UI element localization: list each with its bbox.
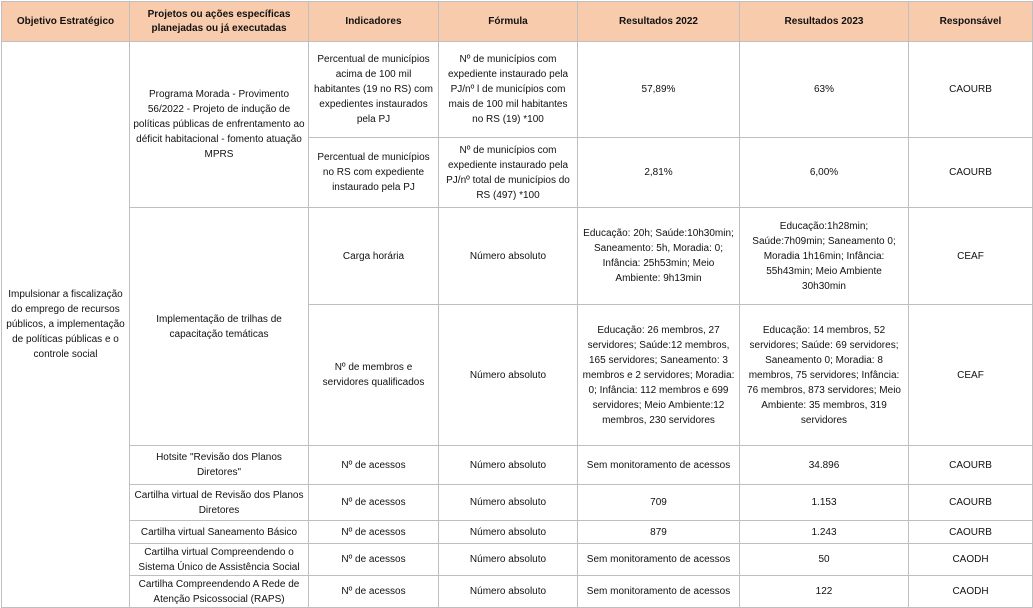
responsavel-cell: CAOURB: [909, 42, 1033, 138]
formula-cell: Número absoluto: [439, 521, 578, 544]
formula-cell: Número absoluto: [439, 544, 578, 576]
indicador-cell: Nº de membros e servidores qualificados: [309, 305, 439, 446]
result-2022-cell: Sem monitoramento de acessos: [578, 544, 740, 576]
indicador-cell: Nº de acessos: [309, 485, 439, 521]
header-resultados-2023: Resultados 2023: [740, 2, 909, 42]
projeto-cell: Cartilha virtual Saneamento Básico: [130, 521, 309, 544]
indicador-cell: Percentual de municípios acima de 100 mil habitantes (19 no RS) com expedientes instaurados pela PJ: [309, 42, 439, 138]
indicador-cell: Nº de acessos: [309, 446, 439, 485]
result-2022-cell: Sem monitoramento de acessos: [578, 446, 740, 485]
result-2022-cell: Sem monitoramento de acessos: [578, 576, 740, 608]
result-2022-cell: 709: [578, 485, 740, 521]
result-2023-cell: 122: [740, 576, 909, 608]
formula-cell: Número absoluto: [439, 485, 578, 521]
table-header-row: [2, 2, 1033, 42]
projeto-cell: Hotsite "Revisão dos Planos Diretores": [130, 446, 309, 485]
result-2022-cell: Educação: 26 membros, 27 servidores; Saúde:12 membros, 165 servidores; Saneamento: 3 membros e 2 servidores; Moradia: 0; Infância: 112 membros e 699 servidores; Meio Ambiente:12 membros, 230 servidores: [578, 305, 740, 446]
projeto-cell: Programa Morada - Provimento 56/2022 - Projeto de indução de políticas públicas de enfrentamento ao déficit habitacional - fomento atuação MPRS: [130, 42, 309, 208]
result-2022-cell: Educação: 20h; Saúde:10h30min; Saneamento: 5h, Moradia: 0; Infância: 25h53min; Meio Ambiente: 9h13min: [578, 208, 740, 305]
formula-cell: Número absoluto: [439, 305, 578, 446]
result-2023-cell: 50: [740, 544, 909, 576]
header-responsavel: Responsável: [909, 2, 1033, 42]
projeto-cell: Implementação de trilhas de capacitação temáticas: [130, 208, 309, 446]
result-2023-cell: 1.153: [740, 485, 909, 521]
formula-cell: Nº de municípios com expediente instaurado pela PJ/nº l de municípios com mais de 100 mil habitantes no RS (19) *100: [439, 42, 578, 138]
projeto-cell: Cartilha virtual de Revisão dos Planos Diretores: [130, 485, 309, 521]
responsavel-cell: CEAF: [909, 305, 1033, 446]
result-2023-cell: Educação:1h28min; Saúde:7h09min; Saneamento 0; Moradia 1h16min; Infância: 55h43min; Meio Ambiente 30h30min: [740, 208, 909, 305]
responsavel-cell: CAODH: [909, 576, 1033, 608]
responsavel-cell: CAOURB: [909, 485, 1033, 521]
result-2023-cell: 1.243: [740, 521, 909, 544]
table-row: [2, 485, 1033, 521]
table-row: [2, 576, 1033, 608]
indicador-cell: Nº de acessos: [309, 544, 439, 576]
header-projetos: Projetos ou ações específicas planejadas ou já executadas: [130, 2, 309, 42]
responsavel-cell: CEAF: [909, 208, 1033, 305]
result-2023-cell: 63%: [740, 42, 909, 138]
indicador-cell: Percentual de municípios no RS com expediente instaurado pela PJ: [309, 138, 439, 208]
header-objetivo: Objetivo Estratégico: [2, 2, 130, 42]
result-2022-cell: 879: [578, 521, 740, 544]
responsavel-cell: CAOURB: [909, 138, 1033, 208]
indicador-cell: Nº de acessos: [309, 576, 439, 608]
formula-cell: Nº de municípios com expediente instaurado pela PJ/nº total de municípios do RS (497) *100: [439, 138, 578, 208]
header-formula: Fórmula: [439, 2, 578, 42]
projeto-cell: Cartilha Compreendendo A Rede de Atenção Psicossocial (RAPS): [130, 576, 309, 608]
table-row: [2, 446, 1033, 485]
responsavel-cell: CAOURB: [909, 446, 1033, 485]
result-2023-cell: 34.896: [740, 446, 909, 485]
table-row: [2, 208, 1033, 305]
responsavel-cell: CAODH: [909, 544, 1033, 576]
strategic-objectives-table: [1, 1, 1033, 608]
table-row: [2, 544, 1033, 576]
objetivo-cell: Impulsionar a fiscalização do emprego de recursos públicos, a implementação de políticas públicas e o controle social: [2, 42, 130, 608]
formula-cell: Número absoluto: [439, 446, 578, 485]
result-2023-cell: 6,00%: [740, 138, 909, 208]
projeto-cell: Cartilha virtual Compreendendo o Sistema Único de Assistência Social: [130, 544, 309, 576]
responsavel-cell: CAOURB: [909, 521, 1033, 544]
formula-cell: Número absoluto: [439, 576, 578, 608]
table-row: [2, 42, 1033, 138]
result-2022-cell: 57,89%: [578, 42, 740, 138]
header-indicadores: Indicadores: [309, 2, 439, 42]
indicador-cell: Nº de acessos: [309, 521, 439, 544]
table-row: [2, 521, 1033, 544]
result-2023-cell: Educação: 14 membros, 52 servidores; Saúde: 69 servidores; Saneamento 0; Moradia: 8 membros, 75 servidores; Infância: 76 membros, 873 servidores; Meio Ambiente: 35 membros, 319 servidores: [740, 305, 909, 446]
formula-cell: Número absoluto: [439, 208, 578, 305]
indicador-cell: Carga horária: [309, 208, 439, 305]
result-2022-cell: 2,81%: [578, 138, 740, 208]
header-resultados-2022: Resultados 2022: [578, 2, 740, 42]
